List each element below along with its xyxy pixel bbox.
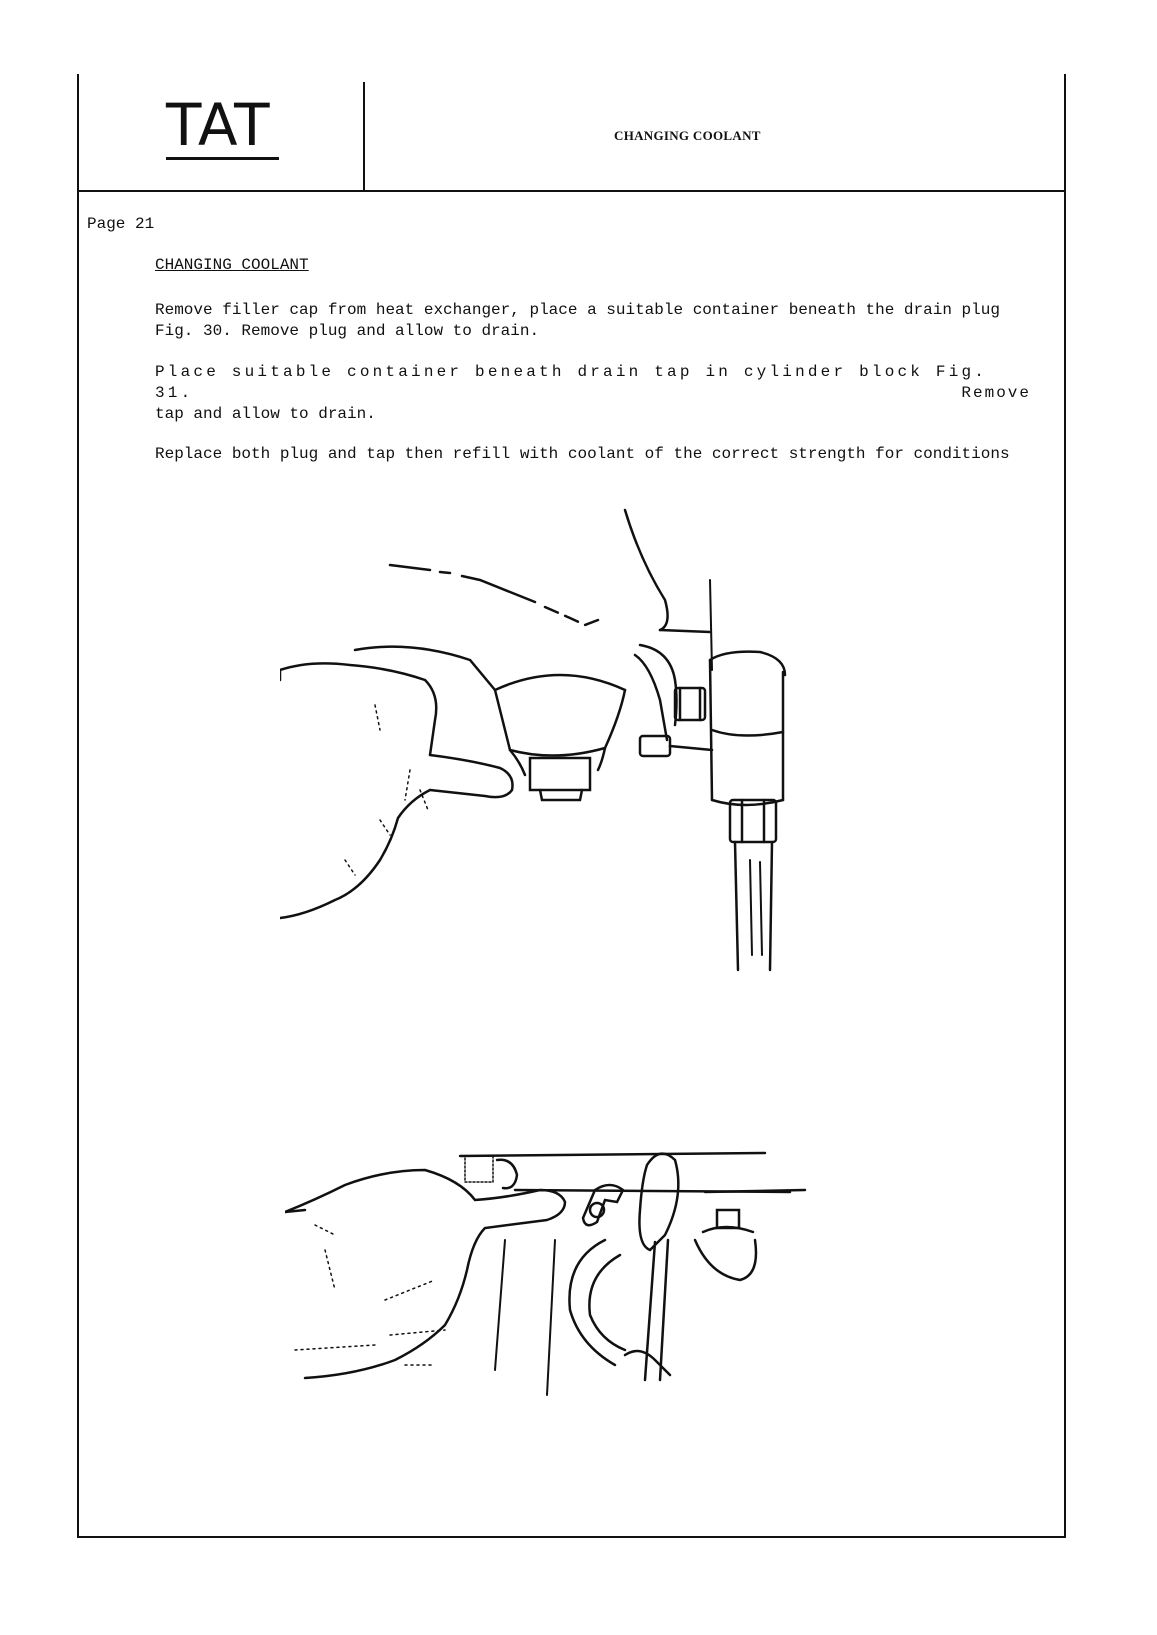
header-divider	[363, 82, 365, 191]
drain-plug-illustration	[280, 500, 820, 1000]
paragraph-drain-tap-line-1: Place suitable container beneath drain tap in cylinder block Fig. 31.	[155, 363, 988, 402]
paragraph-drain-tap-line-2: Remove	[961, 384, 1031, 402]
header-rule	[77, 190, 1066, 192]
logo-underline	[166, 157, 279, 160]
section-heading: CHANGING COOLANT	[155, 256, 309, 274]
company-logo: TAT	[166, 91, 271, 159]
paragraph-refill: Replace both plug and tap then refill with coolant of the correct strength for conditions	[155, 445, 1010, 463]
paragraph-drain-plug: Remove filler cap from heat exchanger, place a suitable container beneath the drain plug Fig. 30. Remove plug and allow to drain.	[155, 301, 1000, 340]
header-title: CHANGING COOLANT	[614, 128, 761, 143]
drain-tap-illustration	[285, 1150, 845, 1420]
paragraph-drain-tap-line-3: tap and allow to drain.	[155, 405, 376, 423]
page-number: Page 21	[87, 215, 155, 233]
